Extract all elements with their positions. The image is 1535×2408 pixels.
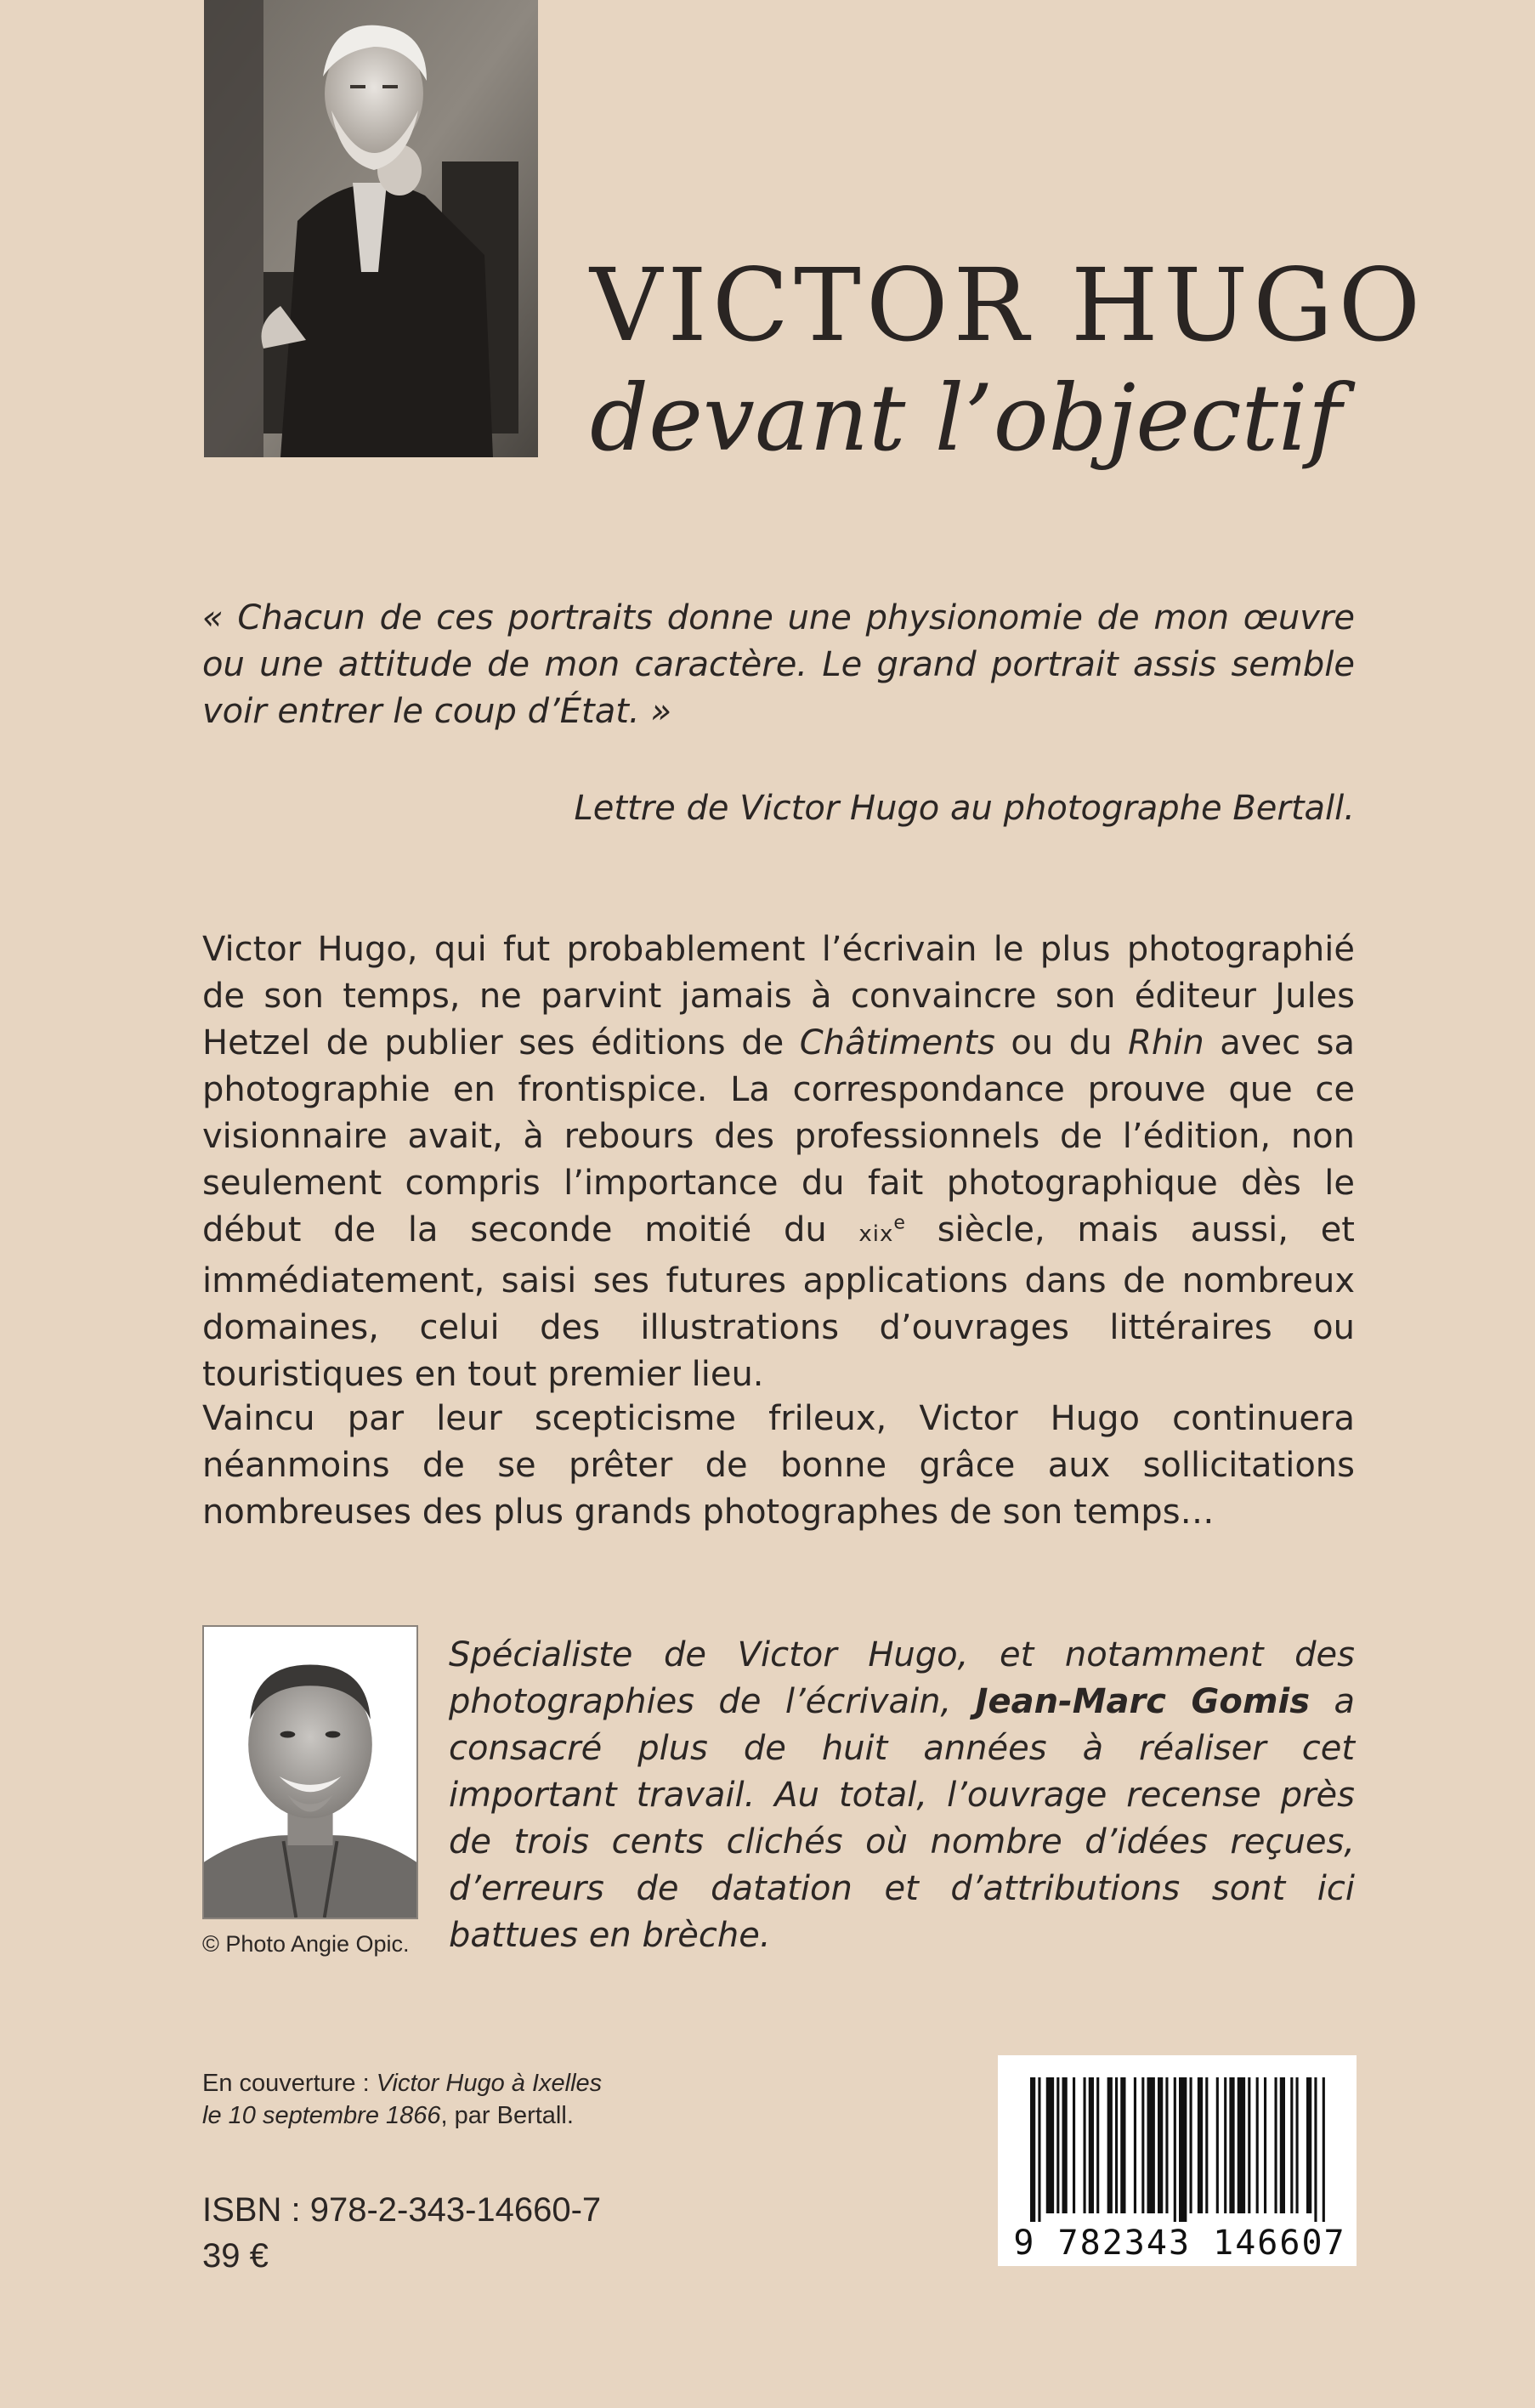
description-paragraph-2: Vaincu par leur scepticisme frileux, Victor Hugo continuera néanmoins de se prêter de bonne grâce aux sollicitations nombreuses des plus grands photographes de son temps… <box>202 1399 1355 1532</box>
barcode-bar <box>1296 2077 1299 2213</box>
barcode-bar <box>1179 2077 1187 2222</box>
price: 39 € <box>202 2237 269 2275</box>
author-name: Jean-Marc Gomis <box>975 1682 1311 1721</box>
barcode-bar <box>1115 2077 1118 2213</box>
epigraph-quote: « Chacun de ces portraits donne une physionomie de mon œuvre ou une attitude de mon caractère. Le grand portrait assis semble voir entrer le coup d’État. » <box>202 598 1355 731</box>
barcode-bar <box>1107 2077 1113 2213</box>
barcode-bar <box>1290 2077 1293 2213</box>
barcode-bar <box>1158 2077 1163 2213</box>
barcode-bar <box>1256 2077 1259 2213</box>
barcode-bar <box>1056 2077 1059 2213</box>
cover-credit-work-a: Victor Hugo à Ixelles <box>376 2070 603 2097</box>
barcode-bar <box>1096 2077 1099 2213</box>
bio-part-b: a consacré plus de huit années à réaliser cet important travail. Au total, l’ouvrage recense près de trois cents clichés où nombre d’idées reçues, d’erreurs de datation et d’attributions sont ici battues en brèche. <box>449 1682 1355 1955</box>
barcode-bar <box>1046 2077 1054 2213</box>
victor-hugo-portrait <box>204 0 538 457</box>
barcode-bar <box>1120 2077 1125 2213</box>
author-bio <box>449 1632 1355 1959</box>
barcode-bar <box>1306 2077 1311 2213</box>
bio-part-a: Spécialiste de Victor Hugo, et notamment des photographies de l’écrivain, <box>449 1635 1355 1721</box>
barcode-bar <box>1198 2077 1203 2213</box>
barcode-bar <box>1190 2077 1192 2213</box>
book-subtitle: devant l’objectif <box>590 365 1342 472</box>
barcode-bar <box>1084 2077 1086 2213</box>
barcode-bar <box>1030 2077 1035 2222</box>
barcode-bar <box>1165 2077 1168 2213</box>
barcode-number: 9 782343 146607 <box>1013 2224 1346 2263</box>
book-title: VICTOR HUGO <box>590 246 1426 364</box>
barcode-bar <box>1147 2077 1155 2213</box>
barcode-bar <box>1134 2077 1136 2213</box>
barcode-bar <box>1264 2077 1266 2213</box>
barcode-bar <box>1275 2077 1277 2213</box>
p1-part-a: Victor Hugo, qui fut probablement l’écrivain le plus photographié de son temps, ne parvint jamais à convaincre son éditeur Jules Hetzel de publier ses éditions de <box>202 930 1355 1062</box>
barcode-bar <box>1248 2077 1250 2213</box>
cover-credit-work-b: le 10 septembre 1866 <box>202 2102 441 2129</box>
barcode-bar <box>1323 2077 1325 2222</box>
author-photo <box>202 1625 418 1919</box>
barcode-bars <box>1030 2077 1328 2222</box>
barcode-bar <box>1089 2077 1094 2213</box>
barcode-bar <box>1038 2077 1040 2222</box>
p1-part-b: ou du <box>994 1023 1129 1062</box>
isbn: ISBN : 978-2-343-14660-7 <box>202 2191 602 2229</box>
barcode-bar <box>1224 2077 1226 2213</box>
cover-credit <box>202 2067 678 2132</box>
barcode-bar <box>1174 2077 1176 2222</box>
century-superscript: e <box>893 1212 905 1234</box>
barcode-bar <box>1141 2077 1144 2213</box>
barcode-bar <box>1205 2077 1208 2213</box>
century-numeral: xix <box>858 1221 894 1247</box>
barcode-bar <box>1073 2077 1075 2213</box>
cover-credit-prefix: En couverture : <box>202 2070 377 2097</box>
title-rhin: Rhin <box>1128 1023 1204 1062</box>
barcode <box>998 2055 1357 2266</box>
title-chatiments: Châtiments <box>799 1023 995 1062</box>
barcode-bar <box>1314 2077 1317 2222</box>
barcode-bar <box>1280 2077 1285 2213</box>
barcode-bar <box>1216 2077 1219 2213</box>
p1-part-c: avec sa photographie en frontispice. La correspondance prouve que ce visionnaire avait, à rebours des professionnels de l’édition, non seulement compris l’importance du fait photographique dès le début de la seconde moitié du <box>202 1023 1355 1249</box>
p1-part-d: siècle, mais aussi, et immédiatement, saisi ses futures applications dans de nombreux domaines, celui des illustrations d’ouvrages littéraires ou touristiques en tout premier lieu. <box>202 1210 1355 1394</box>
author-photo-credit: © Photo Angie Opic. <box>202 1931 410 1957</box>
description-paragraph-1 <box>202 926 1355 1398</box>
barcode-bar <box>1238 2077 1245 2213</box>
cover-credit-suffix: , par Bertall. <box>440 2102 574 2129</box>
barcode-bar <box>1229 2077 1234 2213</box>
epigraph-source: Lettre de Victor Hugo au photographe Bertall. <box>574 789 1355 828</box>
barcode-bar <box>1062 2077 1068 2213</box>
